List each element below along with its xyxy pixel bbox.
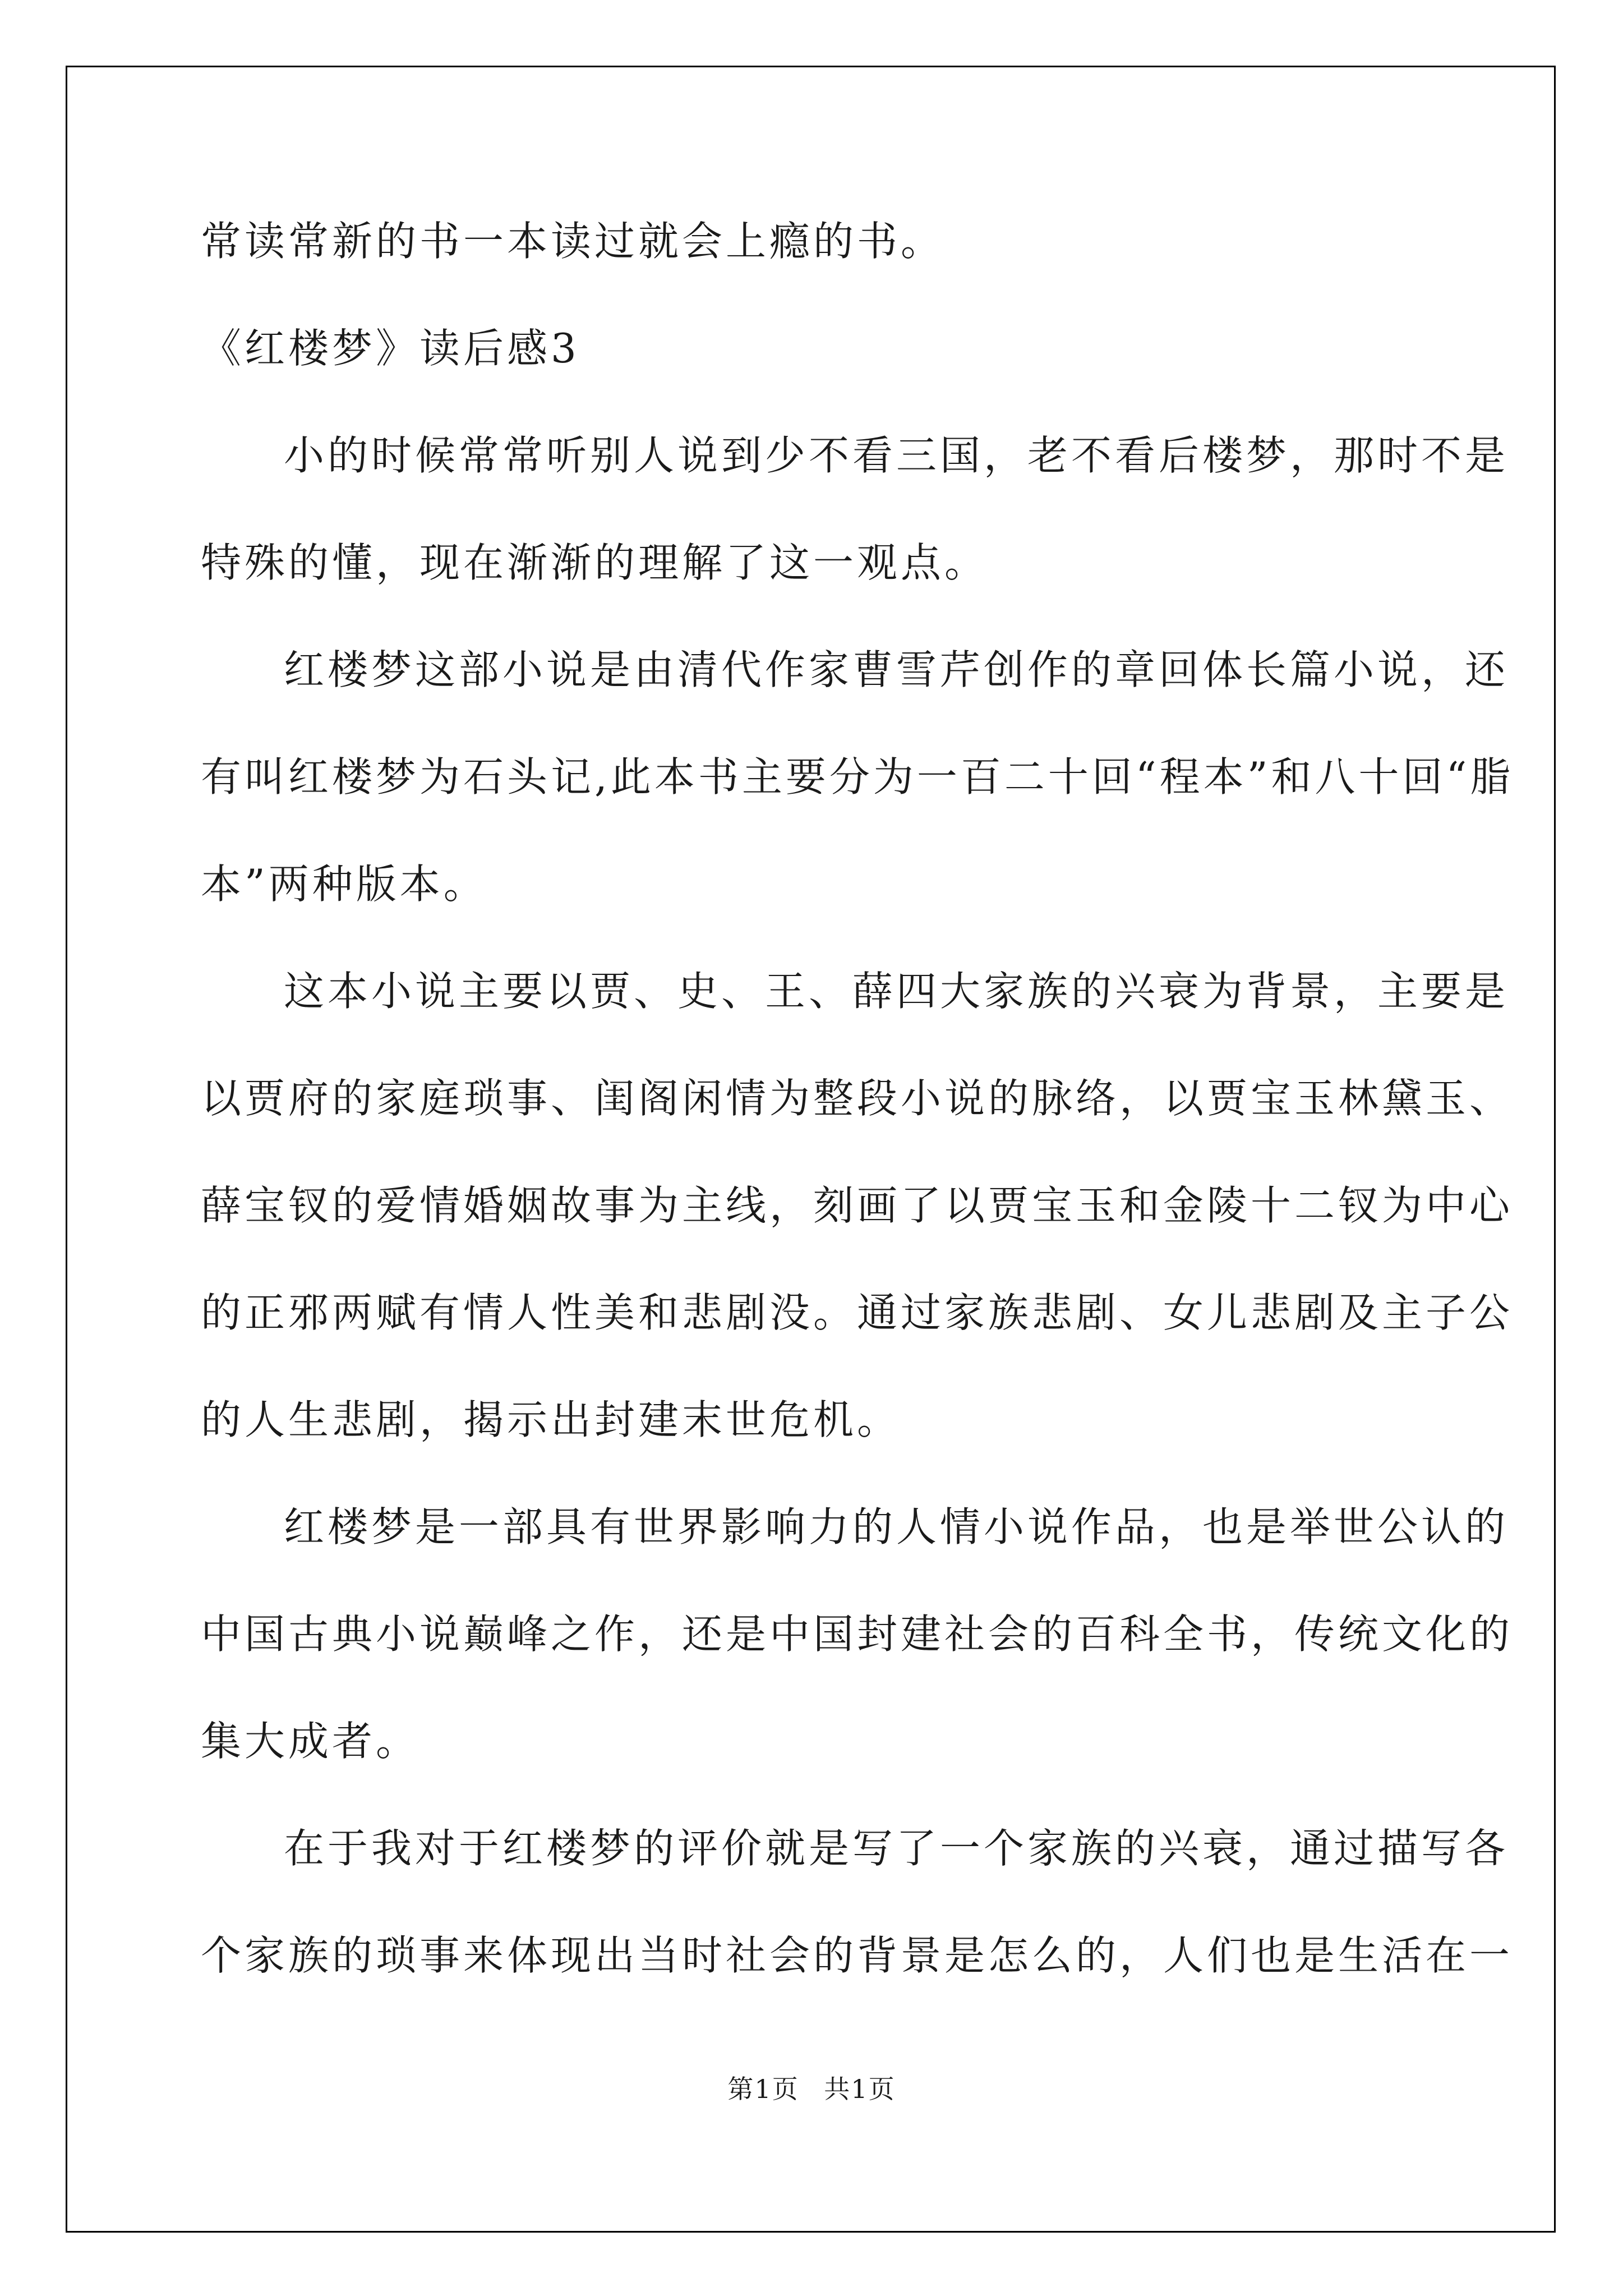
text-line: 特殊的懂，现在渐渐的理解了这一观点。 — [201, 539, 989, 586]
text-line: 红楼梦这部小说是由清代作家曹雪芹创作的章回体长篇小说，还 — [284, 646, 1509, 693]
text-line: 红楼梦是一部具有世界影响力的人情小说作品，也是举世公认的 — [284, 1503, 1509, 1550]
page-footer: 第1页 共1页 — [727, 2074, 896, 2104]
text-line: 的人生悲剧，揭示出封建末世危机。 — [201, 1396, 901, 1443]
text-line: 有叫红楼梦为石头记,此本书主要分为一百二十回“程本”和八十回“脂 — [201, 753, 1514, 800]
text-line: 中国古典小说巅峰之作，还是中国封建社会的百科全书，传统文化的 — [201, 1611, 1514, 1658]
text-line: 小的时候常常听别人说到少不看三国，老不看后楼梦，那时不是 — [284, 432, 1509, 479]
section-heading: 《红楼梦》读后感3 — [201, 325, 580, 372]
text-line: 以贾府的家庭琐事、闺阁闲情为整段小说的脉络，以贾宝玉林黛玉、 — [201, 1075, 1514, 1122]
text-line: 本”两种版本。 — [201, 861, 487, 908]
text-line: 的正邪两赋有情人性美和悲剧没。通过家族悲剧、女儿悲剧及主子公 — [201, 1289, 1514, 1336]
text-line: 在于我对于红楼梦的评价就是写了一个家族的兴衰，通过描写各 — [284, 1825, 1509, 1872]
text-line: 薛宝钗的爱情婚姻故事为主线，刻画了以贾宝玉和金陵十二钗为中心 — [201, 1182, 1514, 1229]
page-border — [66, 66, 1556, 2233]
text-line: 这本小说主要以贾、史、王、薛四大家族的兴衰为背景，主要是 — [284, 968, 1509, 1015]
text-line: 个家族的琐事来体现出当时社会的背景是怎么的，人们也是生活在一 — [201, 1932, 1514, 1979]
text-line: 常读常新的书一本读过就会上瘾的书。 — [201, 218, 945, 265]
text-line: 集大成者。 — [201, 1718, 420, 1765]
